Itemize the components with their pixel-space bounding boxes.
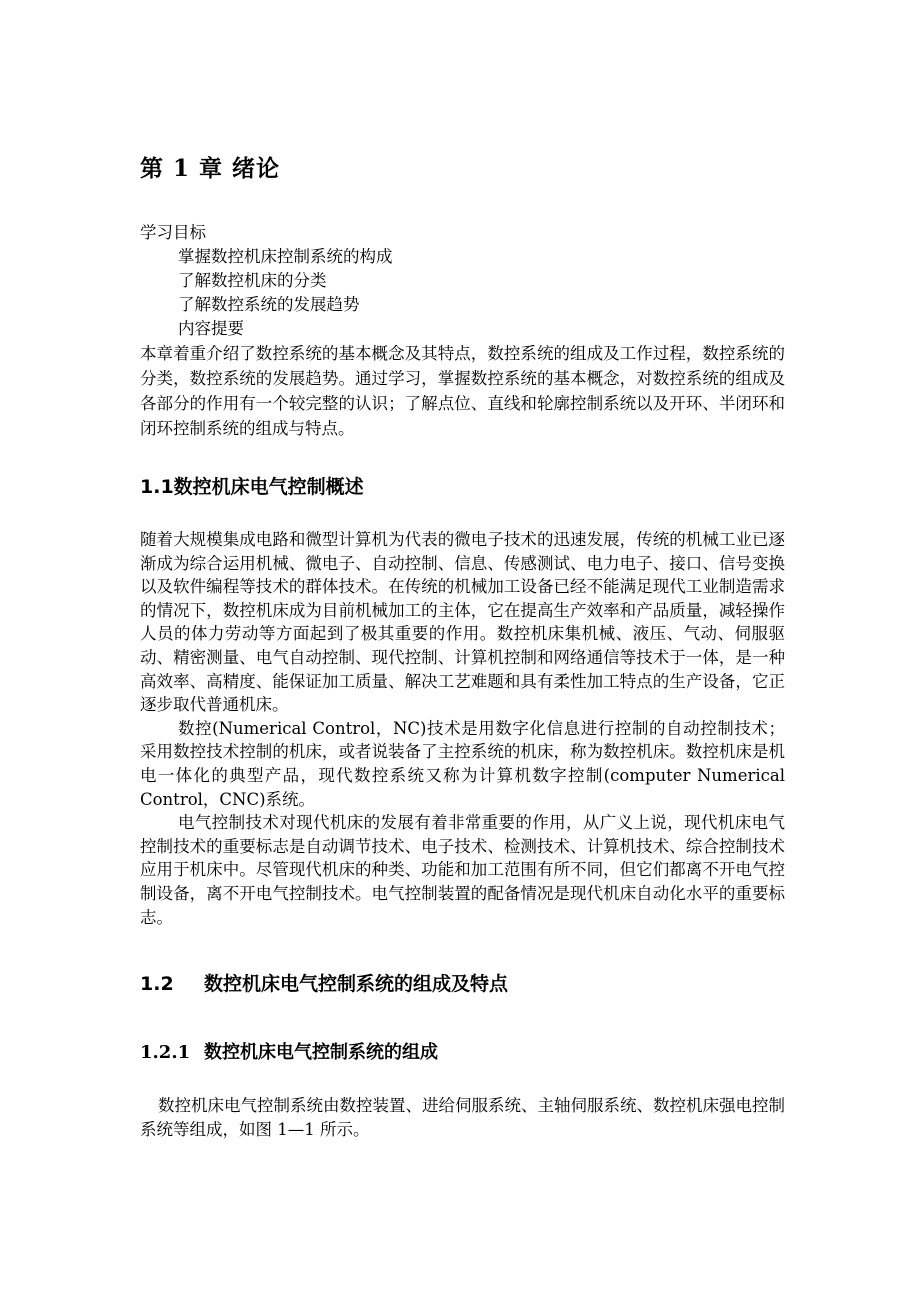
section-heading-1-1: 1.1数控机床电气控制概述: [140, 476, 364, 498]
objective-item: 掌握数控机床控制系统的构成: [178, 247, 393, 266]
section-heading-1-2-1: [140, 1038, 438, 1064]
section-heading-1-2: [140, 969, 508, 996]
summary-heading: 内容提要: [178, 319, 244, 338]
section-1-1-body: [140, 528, 785, 929]
paragraph: 数控机床电气控制系统由数控装置、进给伺服系统、主轴伺服系统、数控机床强电控制系统等组成，如图 1—1 所示。: [140, 1096, 785, 1139]
chapter-summary: 本章着重介绍了数控系统的基本概念及其特点，数控系统的组成及工作过程，数控系统的分类，数控系统的发展趋势。通过学习，掌握数控系统的基本概念，对数控系统的组成及各部分的作用有一个较完整的认识；了解点位、直线和轮廓控制系统以及开环、半闭环和闭环控制系统的组成与特点。: [140, 344, 785, 438]
objectives-heading: 学习目标: [140, 223, 206, 242]
objective-item: 了解数控机床的分类: [178, 271, 327, 290]
section-number: 1.2: [140, 973, 174, 995]
section-number: 1.2.1: [140, 1042, 191, 1063]
learning-objectives: [140, 221, 785, 341]
section-title: 数控机床电气控制系统的组成及特点: [204, 973, 509, 995]
chapter-title: 第 1 章 绪论: [140, 155, 281, 182]
document-page: [140, 0, 785, 1302]
section-1-2-1-body: [140, 1094, 785, 1141]
section-title: 数控机床电气控制系统的组成: [204, 1042, 438, 1063]
paragraph: 电气控制技术对现代机床的发展有着非常重要的作用，从广义上说，现代机床电气控制技术的重要标志是自动调节技术、电子技术、检测技术、计算机技术、综合控制技术应用于机床中。尽管现代机床的种类、功能和加工范围有所不同，但它们都离不开电气控制设备，离不开电气控制技术。电气控制装置的配备情况是现代机床自动化水平的重要标志。: [140, 813, 785, 927]
objective-item: 了解数控系统的发展趋势: [178, 295, 360, 314]
paragraph: 数控(Numerical Control，NC)技术是用数字化信息进行控制的自动控制技术；采用数控技术控制的机床，或者说装备了主控系统的机床，称为数控机床。数控机床是机电一体化的典型产品，现代数控系统又称为计算机数字控制(computer Numerical Control，CNC)系统。: [140, 718, 785, 809]
paragraph: 随着大规模集成电路和微型计算机为代表的微电子技术的迅速发展，传统的机械工业已逐渐成为综合运用机械、微电子、自动控制、信息、传感测试、电力电子、接口、信号变换以及软件编程等技术的群体技术。在传统的机械加工设备已经不能满足现代工业制造需求的情况下，数控机床成为目前机械加工的主体，它在提高生产效率和产品质量，减轻操作人员的体力劳动等方面起到了极其重要的作用。数控机床集机械、液压、气动、伺服驱动、精密测量、电气自动控制、现代控制、计算机控制和网络通信等技术于一体，是一种高效率、高精度、能保证加工质量、解决工艺难题和具有柔性加工特点的生产设备，它正逐步取代普通机床。: [140, 530, 785, 715]
